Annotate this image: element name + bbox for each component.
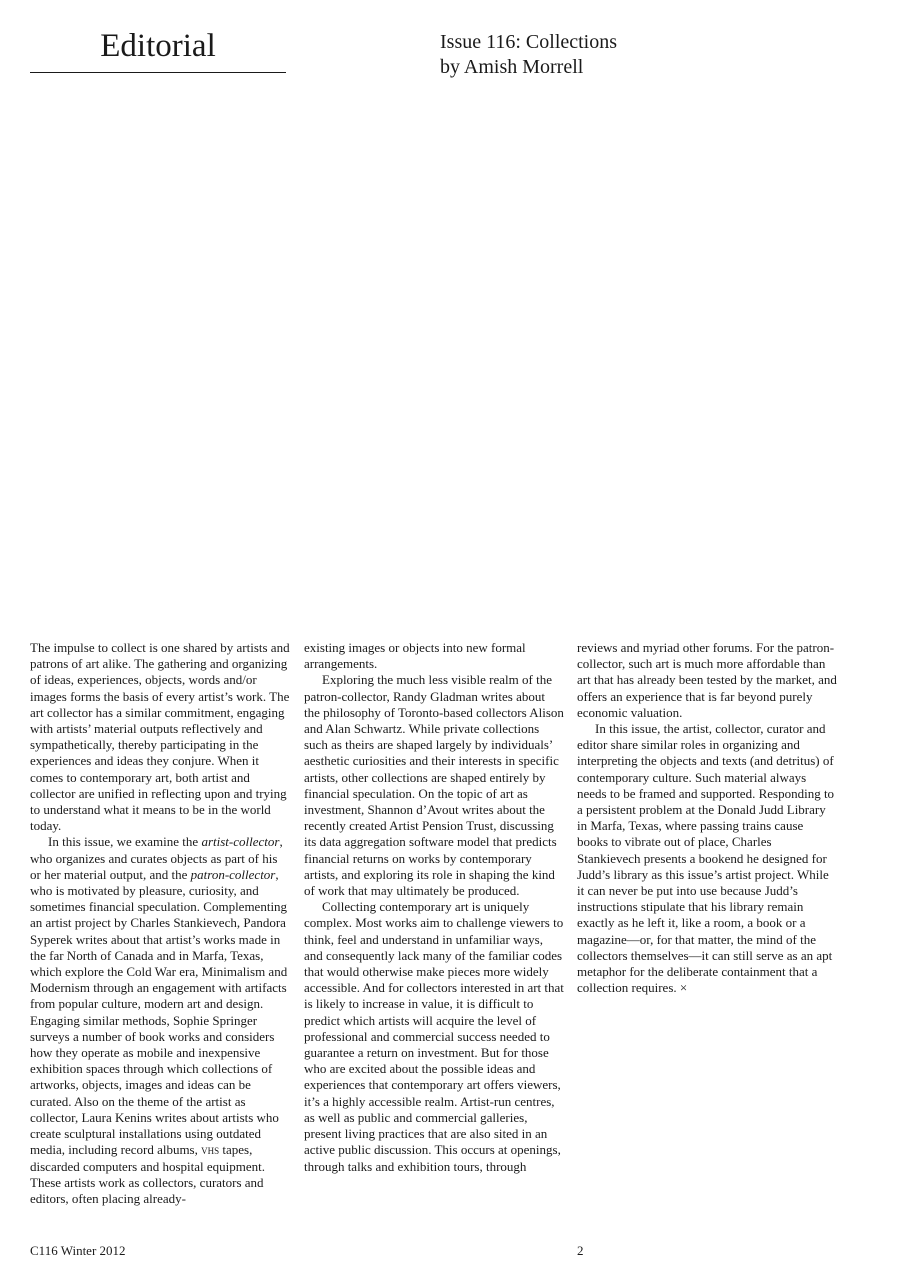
byline: by Amish Morrell (440, 56, 584, 78)
issue-title: Issue 116: Collections (440, 31, 618, 53)
text-column-1 (30, 640, 290, 1207)
paragraph: existing images or objects into new formal arrangements. (304, 640, 526, 672)
text-run: , who organizes and curates objects as part of his or her material output, and the (30, 834, 283, 882)
paragraph: The impulse to collect is one shared by artists and patrons of art alike. The gathering and organizing of ideas, experiences, objects, words and/or images forms the basis of every artist’s work. The art collector has a similar commitment, engaging with artists’ material outputs reflectively and sympathetically, thereby participating in the experiences and ideas they conjure. When it comes to contemporary art, both artist and collector are unified in reflecting upon and trying to understand what it means to be in the world today. (30, 640, 290, 834)
text-run: tapes, discarded computers and hospital equipment. These artists work as collectors, curators and editors, often placing already- (30, 1142, 266, 1206)
paragraph: reviews and myriad other forums. For the patron-collector, such art is much more affordable than art that has already been tested by the market, and offers an experience that is far beyond purely economic valuation. (577, 640, 837, 720)
paragraph: In this issue, the artist, collector, curator and editor share similar roles in organizing and interpreting the objects and texts (and detritus) of contemporary culture. Such material always needs to be framed and supported. Responding to a persistent problem at the Donald Judd Library in Marfa, Texas, where passing trains cause books to vibrate out of place, Charles Stankievech presents a bookend he designed for Judd’s library as this issue’s artist project. While it can never be put into use because Judd’s instructions stipulate that his library remain exactly as he left it, like a room, a book or a magazine—or, for that matter, the mind of the collectors themselves—it can still serve as an apt metaphor for the deliberate containment that a collection requires. × (577, 721, 835, 996)
text-column-3 (577, 640, 837, 996)
paragraph: Collecting contemporary art is uniquely complex. Most works aim to challenge viewers to think, feel and understand in unfamiliar ways, and consequently lack many of the familiar codes that would otherwise make pieces more widely accessible. And for collectors interested in art that is likely to increase in value, it is difficult to predict which artists will acquire the level of professional and commercial success needed to guarantee a return on investment. But for those who are excited about the possible ideas and experiences that contemporary art offers viewers, it’s a highly accessible realm. Artist-run centres, as well as public and commercial galleries, present living practices that are also sited in an active public discussion. This occurs at openings, through talks and exhibition tours, through (304, 899, 564, 1174)
page-number: 2 (577, 1243, 584, 1258)
paragraph: Exploring the much less visible realm of the patron-collector, Randy Gladman writes about the philosophy of Toronto-based collectors Alison and Alan Schwartz. While private collections such as theirs are shaped largely by individuals’ aesthetic curiosities and their interests in specific artists, other collections are shaped entirely by financial speculation. On the topic of art as investment, Shannon d’Avout writes about the recently created Artist Pension Trust, discussing its data aggregation software model that predicts financial returns on works by contemporary artists, and exploring its role in shaping the kind of work that may ultimately be produced. (304, 672, 564, 899)
small-caps-vhs: vhs (201, 1142, 220, 1158)
footer-publication: C116 Winter 2012 (30, 1243, 126, 1258)
text-run: In this issue, we examine the (48, 834, 202, 850)
emphasis-artist-collector: artist-collector (201, 834, 280, 850)
section-title: Editorial (30, 26, 286, 73)
text-run: , who is motivated by pleasure, curiosity, and sometimes financial speculation. Complementing an artist project by Charles Stankievech, Pandora Syperek writes about that artist’s works made in the far North of Canada and in Marfa, Texas, which explore the Cold War era, Minimalism and Modernism through an engagement with artifacts from popular culture, modern art and design. Engaging similar methods, Sophie Springer surveys a number of book works and considers how they operate as mobile and inexpensive exhibition spaces through which collections of artworks, objects, images and ideas can be curated. Also on the theme of the artist as collector, Laura Kenins writes about artists who create sculptural installations using outdated media, including record albums, (30, 866, 288, 1158)
text-column-2 (304, 640, 564, 1175)
paragraph (30, 834, 290, 1207)
emphasis-patron-collector: patron-collector (190, 866, 276, 882)
issue-header (440, 30, 617, 80)
